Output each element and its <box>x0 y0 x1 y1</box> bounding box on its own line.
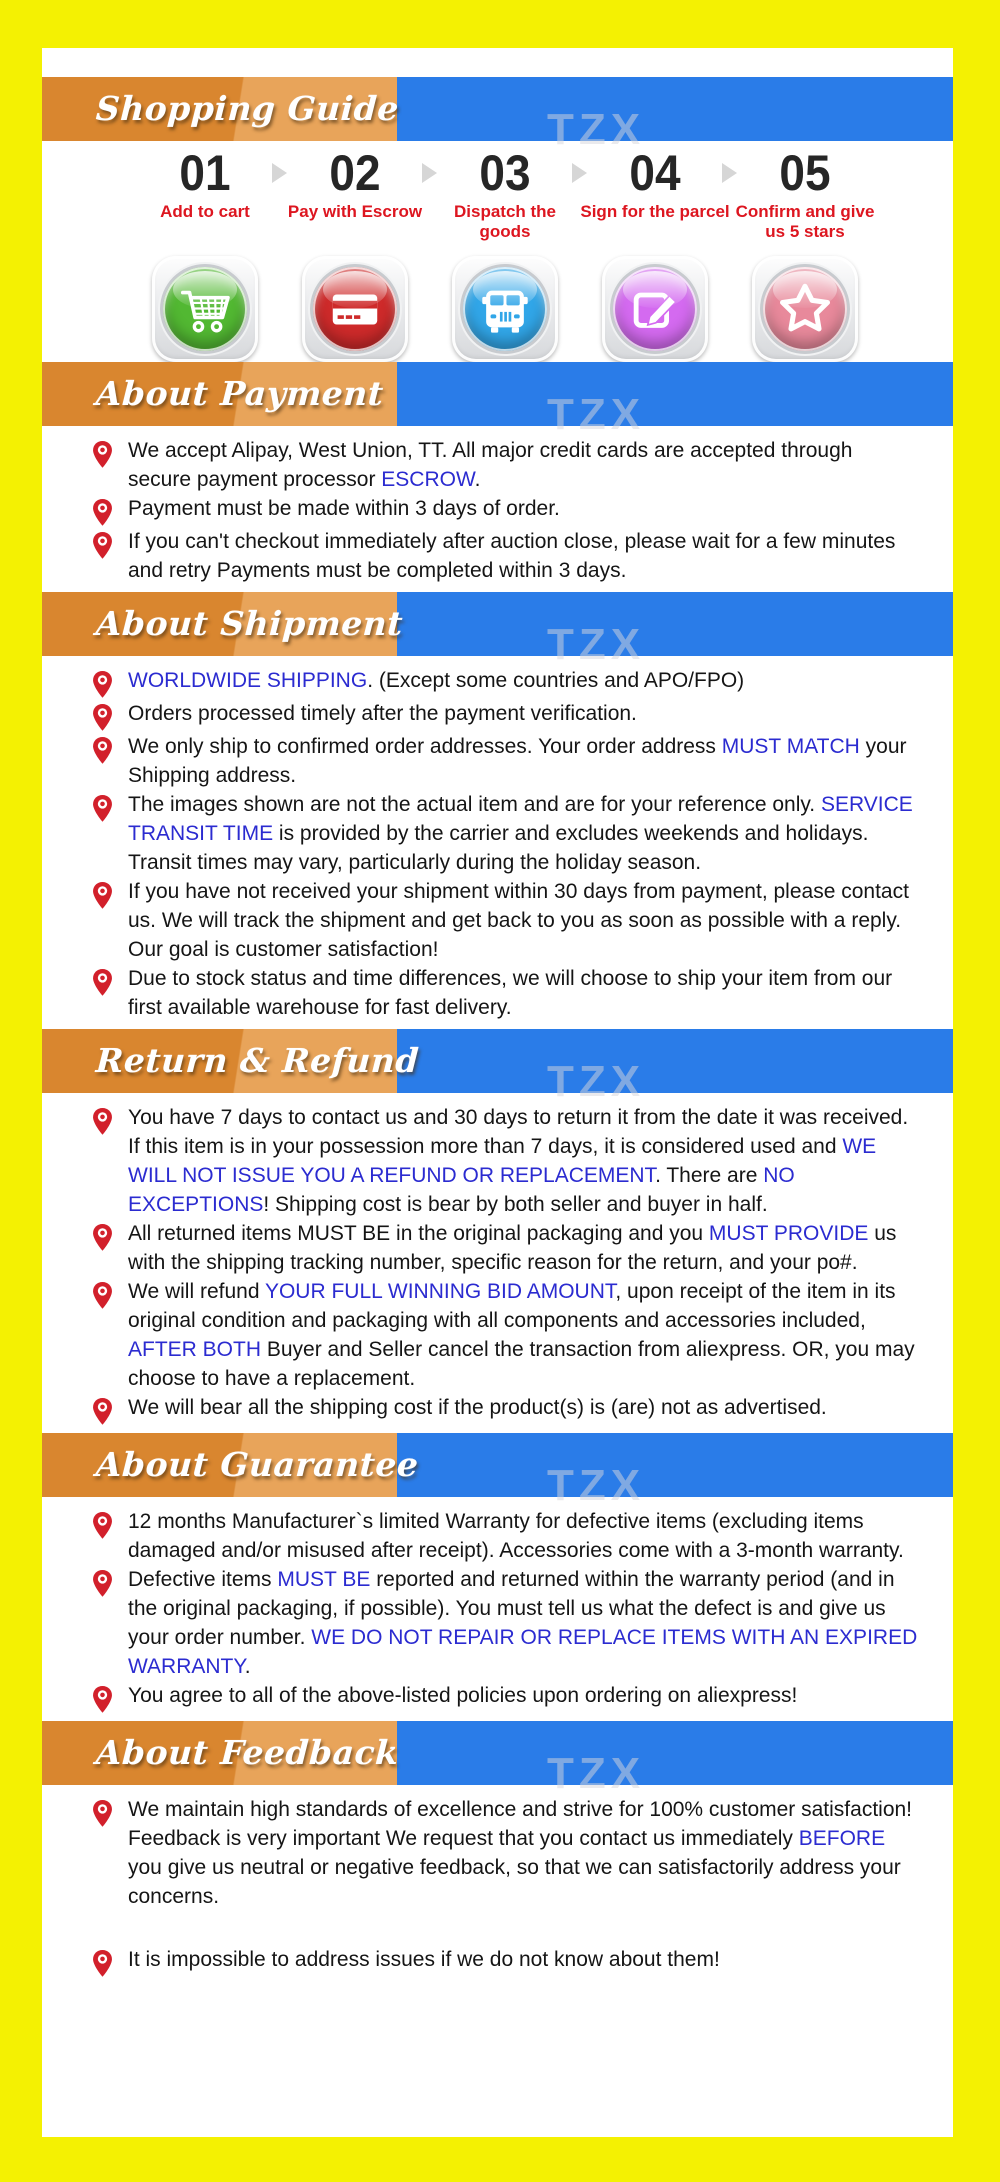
step-label: Confirm and give us 5 stars <box>735 202 875 241</box>
policy-item <box>92 790 953 877</box>
location-pin-icon <box>92 732 128 765</box>
step-number: 04 <box>629 145 681 201</box>
policy-item <box>92 964 953 1022</box>
section-ribbon <box>42 1721 400 1785</box>
policy-item <box>92 1507 953 1565</box>
step-label: Sign for the parcel <box>580 202 730 221</box>
watermark: TZX <box>547 105 646 154</box>
step <box>580 147 730 242</box>
step-label: Add to cart <box>160 202 250 221</box>
section-ribbon <box>42 1433 420 1497</box>
policy-text: If you can't checkout immediately after auction close, please wait for a few minutes and retry Payments must be completed within 3 days. <box>128 530 896 582</box>
policy-text: It is impossible to address issues if we do not know about them! <box>128 1948 720 1971</box>
highlighted-text: SERVICE TRANSIT TIME <box>128 793 913 845</box>
policy-item <box>92 1681 953 1714</box>
section-title: About Feedback <box>95 1733 400 1772</box>
location-pin-icon <box>92 1507 128 1540</box>
arrow-right-icon <box>572 163 587 183</box>
policy-text: We accept Alipay, West Union, TT. All major credit cards are accepted through secure payment processor ESCROW. <box>128 439 853 491</box>
location-pin-icon <box>92 877 128 910</box>
location-pin-icon <box>92 1393 128 1426</box>
content-panel <box>42 48 953 2137</box>
highlighted-text: MUST PROVIDE <box>708 1222 869 1245</box>
policy-text: We will refund YOUR FULL WINNING BID AMOUNT, upon receipt of the item in its original condition and packaging with all components and accessories included, AFTER BOTH Buyer and Seller cancel the transaction from aliexpress. OR, you may choose to have a replacement. <box>128 1280 915 1390</box>
highlighted-text: MUST MATCH <box>721 735 860 758</box>
policy-item <box>92 1277 953 1393</box>
steps-row <box>130 147 953 242</box>
highlighted-text: WORLDWIDE SHIPPING <box>128 669 368 692</box>
step-number: 03 <box>479 145 531 201</box>
banner-ribbon <box>42 77 400 141</box>
truck-icon <box>463 267 547 351</box>
location-pin-icon <box>92 1565 128 1598</box>
policy-text: Orders processed timely after the payment verification. <box>128 702 637 725</box>
policy-text: Defective items MUST BE reported and returned within the warranty period (and in the original packaging, if possible). You must tell us what the defect is and give us your order number. WE DO NOT REPAIR OR REPLACE ITEMS WITH AN EXPIRED WARRANTY. <box>128 1568 918 1678</box>
credit-card-icon-button <box>302 256 408 362</box>
highlighted-text: YOUR FULL WINNING BID AMOUNT <box>264 1280 616 1303</box>
step-number: 02 <box>329 145 381 201</box>
step-number: 01 <box>179 145 231 201</box>
policy-text: You agree to all of the above-listed policies upon ordering on aliexpress! <box>128 1684 798 1707</box>
section-list-about-guarantee <box>42 1497 953 1721</box>
policy-text: 12 months Manufacturer`s limited Warranty for defective items (excluding items damaged and/or misused after receipt). Accessories come with a 3-month warranty. <box>128 1510 904 1562</box>
location-pin-icon <box>92 1681 128 1714</box>
policy-item <box>92 1103 953 1219</box>
cart-icon <box>163 267 247 351</box>
section-list-about-payment <box>42 426 953 592</box>
highlighted-text: MUST BE <box>277 1568 371 1591</box>
highlighted-text: AFTER BOTH <box>128 1338 262 1361</box>
policy-text: All returned items MUST BE in the original packaging and you MUST PROVIDE us with the shipping tracking number, specific reason for the return, and your po#. <box>128 1222 897 1274</box>
step <box>280 147 430 242</box>
policy-text: We maintain high standards of excellence and strive for 100% customer satisfaction! Feedback is very important We request that you contact us immediately BEFORE you give us neutral or negative feedback, so that we can satisfactorily address your concerns. <box>128 1798 913 1908</box>
location-pin-icon <box>92 1795 128 1828</box>
policy-text: We will bear all the shipping cost if the product(s) is (are) not as advertised. <box>128 1396 827 1419</box>
section-band-about-feedback <box>42 1721 953 1798</box>
location-pin-icon <box>92 1103 128 1136</box>
policy-text: WORLDWIDE SHIPPING. (Except some countries and APO/FPO) <box>128 669 745 692</box>
policy-item <box>92 732 953 790</box>
location-pin-icon <box>92 790 128 823</box>
arrow-right-icon <box>272 163 287 183</box>
step-label: Pay with Escrow <box>287 202 423 221</box>
location-pin-icon <box>92 527 128 560</box>
policy-item <box>92 1795 953 1911</box>
section-band-return-refund <box>42 1029 953 1106</box>
steps-icons-row <box>130 256 953 362</box>
policy-text: If you have not received your shipment within 30 days from payment, please contact us. We will track the shipment and get back to you as soon as possible with a reply. Our goal is customer satisfaction! <box>128 880 909 961</box>
section-title: Return & Refund <box>95 1041 421 1080</box>
watermark: TZX <box>547 1461 646 1510</box>
highlighted-text: NO EXCEPTIONS <box>128 1164 795 1216</box>
section-band-about-guarantee <box>42 1433 953 1510</box>
step <box>130 147 280 242</box>
location-pin-icon <box>92 699 128 732</box>
star-icon-button <box>752 256 858 362</box>
highlighted-text: ESCROW <box>381 468 475 491</box>
sign-icon-button <box>602 256 708 362</box>
policy-text: We only ship to confirmed order addresses. Your order address MUST MATCH your Shipping address. <box>128 735 907 787</box>
policy-item <box>92 877 953 964</box>
policy-item <box>92 1565 953 1681</box>
location-pin-icon <box>92 1219 128 1252</box>
star-icon <box>763 267 847 351</box>
policy-sections <box>42 362 953 1985</box>
section-ribbon <box>42 1029 421 1093</box>
policy-item <box>92 1393 953 1426</box>
watermark: TZX <box>547 1057 646 1106</box>
policy-item <box>92 494 953 527</box>
truck-icon-button <box>452 256 558 362</box>
step <box>730 147 880 242</box>
policy-text: Payment must be made within 3 days of order. <box>128 497 560 520</box>
arrow-right-icon <box>722 163 737 183</box>
policy-item <box>92 1945 953 1978</box>
location-pin-icon <box>92 1277 128 1310</box>
policy-item <box>92 436 953 494</box>
location-pin-icon <box>92 494 128 527</box>
section-title: About Payment <box>95 374 385 413</box>
location-pin-icon <box>92 666 128 699</box>
section-list-about-feedback <box>42 1785 953 1985</box>
highlighted-text: BEFORE <box>798 1827 886 1850</box>
watermark: TZX <box>547 620 646 669</box>
highlighted-text: WE DO NOT REPAIR OR REPLACE ITEMS WITH AN EXPIRED WARRANTY <box>128 1626 918 1678</box>
policy-item <box>92 527 953 585</box>
section-title: About Guarantee <box>95 1445 420 1484</box>
section-title: About Shipment <box>95 604 405 643</box>
watermark: TZX <box>547 390 646 439</box>
section-list-return-refund <box>42 1093 953 1433</box>
location-pin-icon <box>92 1945 128 1978</box>
step-label: Dispatch the goods <box>453 202 557 241</box>
highlighted-text: WE WILL NOT ISSUE YOU A REFUND OR REPLACEMENT <box>128 1135 877 1187</box>
arrow-right-icon <box>422 163 437 183</box>
page-title: Shopping Guide <box>95 89 400 128</box>
policy-item <box>92 699 953 732</box>
location-pin-icon <box>92 436 128 469</box>
cart-icon-button <box>152 256 258 362</box>
policy-item <box>92 666 953 699</box>
policy-text: The images shown are not the actual item and are for your reference only. SERVICE TRANSIT TIME is provided by the carrier and excludes weekends and holidays. Transit times may vary, particularly during the holiday season. <box>128 793 913 874</box>
location-pin-icon <box>92 964 128 997</box>
policy-text: Due to stock status and time differences, we will choose to ship your item from our first available warehouse for fast delivery. <box>128 967 893 1019</box>
step-number: 05 <box>779 145 831 201</box>
section-ribbon <box>42 362 397 426</box>
policy-item <box>92 1219 953 1277</box>
watermark: TZX <box>547 1749 646 1798</box>
sign-icon <box>613 267 697 351</box>
section-band-about-payment <box>42 362 953 439</box>
policy-text: You have 7 days to contact us and 30 days to return it from the date it was received. If this item is in your possession more than 7 days, it is considered used and WE WILL NOT ISSUE YOU A REFUND OR REPLACEMENT. There are NO EXCEPTIONS! Shipping cost is bear by both seller and buyer in half. <box>128 1106 909 1216</box>
section-ribbon <box>42 592 405 656</box>
section-list-about-shipment <box>42 656 953 1029</box>
step <box>430 147 580 242</box>
credit-card-icon <box>313 267 397 351</box>
banner-shopping-guide <box>42 77 953 154</box>
section-band-about-shipment <box>42 592 953 669</box>
